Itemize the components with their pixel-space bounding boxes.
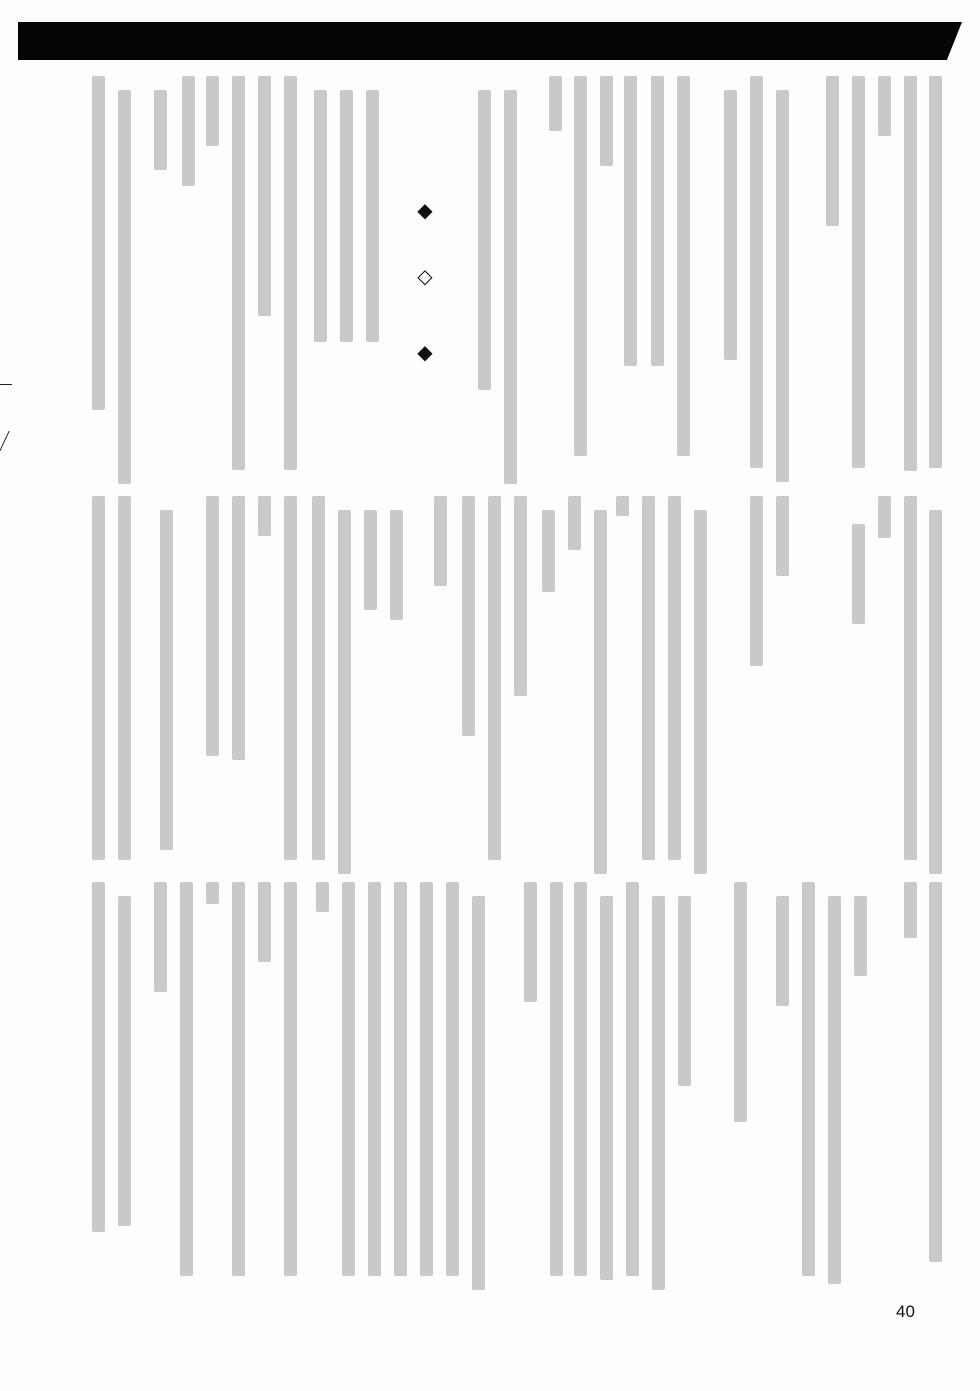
text-column-redacted [232,496,245,760]
text-column-redacted [364,510,377,610]
text-column-redacted [750,496,763,666]
text-column-redacted [154,882,167,992]
text-column-redacted [92,76,105,410]
text-column-redacted [929,76,942,468]
text-column-redacted [878,496,891,538]
text-column-redacted [542,510,555,592]
text-column-redacted [118,896,131,1226]
filled-diamond-icon: ◆ [417,198,433,222]
edge-scan-mark [0,431,10,451]
text-column-redacted [462,496,475,736]
text-column-redacted [750,76,763,468]
text-column-redacted [504,90,517,484]
text-column-redacted [626,882,639,1276]
text-column-redacted [776,896,789,1006]
text-column-redacted [624,76,637,366]
text-column-redacted [550,882,563,1276]
text-column-redacted [394,882,407,1276]
text-column-redacted [206,496,219,756]
hollow-diamond-icon: ◇ [417,264,433,288]
text-column-redacted [594,510,607,874]
text-column-redacted [904,882,917,938]
text-column-redacted [478,90,491,390]
text-column-redacted [652,896,665,1290]
text-column-redacted [258,496,271,536]
text-column-redacted [488,496,501,860]
text-column-redacted [316,882,329,912]
text-column-redacted [694,510,707,874]
text-column-redacted [258,882,271,962]
text-column-redacted [338,510,351,874]
text-column-redacted [642,496,655,860]
text-column-redacted [878,76,891,136]
text-column-redacted [514,496,527,696]
text-column-redacted [232,882,245,1276]
text-column-redacted [154,90,167,170]
edge-scan-mark [0,384,12,385]
text-column-redacted [724,90,737,360]
text-column-redacted [420,882,433,1276]
text-column-redacted [600,76,613,166]
text-column-redacted [446,882,459,1276]
text-column-redacted [574,882,587,1276]
text-column-redacted [568,496,581,550]
text-column-redacted [549,76,562,131]
text-column-redacted [284,882,297,1276]
text-column-redacted [206,76,219,146]
text-column-redacted [368,882,381,1276]
text-column-redacted [92,882,105,1232]
text-column-redacted [904,76,917,471]
text-column-redacted [574,76,587,456]
text-column-redacted [616,496,629,516]
text-column-redacted [340,90,353,342]
text-column-redacted [929,510,942,874]
text-column-redacted [118,90,131,484]
text-column-redacted [180,882,193,1276]
text-column-redacted [314,90,327,342]
text-column-redacted [852,524,865,624]
text-column-redacted [258,76,271,316]
text-column-redacted [651,76,664,366]
text-column-redacted [232,76,245,470]
text-column-redacted [904,496,917,860]
text-column-redacted [929,882,942,1262]
text-column-redacted [284,76,297,470]
text-column-redacted [828,896,841,1284]
header-bar [18,22,962,60]
text-column-redacted [92,496,105,860]
text-column-redacted [434,496,447,586]
text-column-redacted [677,76,690,456]
text-column-redacted [366,90,379,342]
text-column-redacted [342,882,355,1276]
text-column-redacted [160,510,173,850]
text-column-redacted [390,510,403,620]
text-column-redacted [776,496,789,576]
text-column-redacted [284,496,297,860]
text-column-redacted [734,882,747,1122]
text-column-redacted [600,896,613,1280]
text-column-redacted [118,496,131,860]
text-column-redacted [854,896,867,976]
text-column-redacted [826,76,839,226]
text-column-redacted [524,882,537,1002]
text-column-redacted [182,76,195,186]
text-column-redacted [776,90,789,482]
page-number: 40 [896,1302,915,1321]
text-column-redacted [472,896,485,1290]
filled-diamond-icon: ◆ [417,340,433,364]
text-column-redacted [802,882,815,1276]
text-column-redacted [668,496,681,860]
text-column-redacted [678,896,691,1086]
text-column-redacted [312,496,325,860]
text-column-redacted [852,76,865,468]
text-column-redacted [206,882,219,904]
